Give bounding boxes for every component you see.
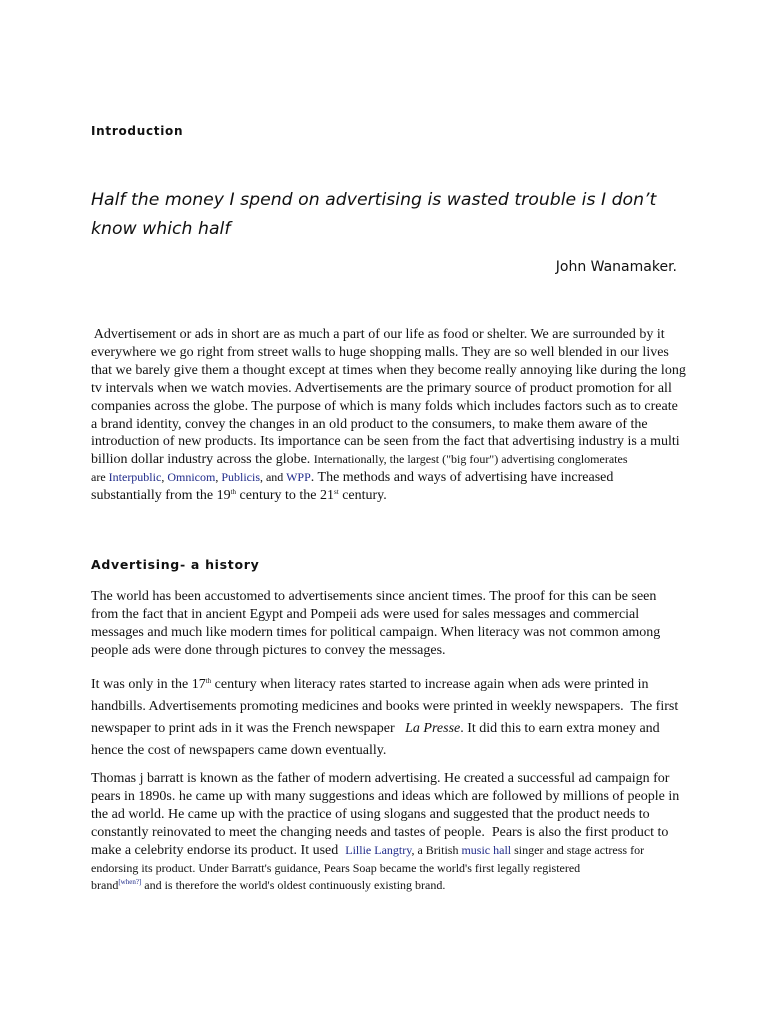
text-line	[91, 451, 691, 469]
text-line: pears in 1890s. he came up with many suggestions and ideas which are followed by millions of people in	[91, 788, 680, 804]
text-line: companies across the globe. The purpose of which is many folds which includes factors such as to create	[91, 398, 678, 414]
text-run: singer and stage actress for	[511, 842, 645, 857]
text-line: introduction of new products. Its importance can be seen from the fact that advertising industry is a multi	[91, 434, 680, 450]
history-paragraph-3	[91, 770, 691, 895]
text-line	[91, 718, 691, 740]
text-run: Internationally, the largest ("big four") advertising conglomerates	[313, 452, 628, 467]
text-line: endorsing its product. Under Barratt's guidance, Pears Soap became the world's first legally registered	[91, 860, 581, 875]
text-line	[91, 674, 691, 696]
text-line: tv intervals when we watch movies. Advertisements are the primary source of product promotion for all	[91, 380, 672, 396]
text-line: handbills. Advertisements promoting medicines and books were printed in weekly newspapers. The first	[91, 699, 679, 714]
link-wpp[interactable]: WPP	[286, 470, 311, 485]
epigraph-quote	[91, 186, 691, 244]
text-run: , a British	[411, 842, 462, 857]
text-line: the ad world. He came up with the practice of using slogans and suggested that the product needs to	[91, 806, 650, 822]
citation-needed-link[interactable]: [when?]	[118, 878, 142, 887]
text-run: century.	[338, 488, 387, 504]
text-line	[91, 842, 691, 860]
link-publicis[interactable]: Publicis	[221, 470, 260, 485]
text-run: . The methods and ways of advertising have increased	[310, 470, 614, 486]
history-paragraph-1	[91, 588, 691, 660]
history-paragraph-2	[91, 674, 691, 762]
link-lillie-langtry[interactable]: Lillie Langtry	[345, 842, 412, 857]
introduction-heading: Introduction	[91, 124, 184, 138]
text-line: everywhere we go right from street walls to huge shopping malls. They are so well blended in our lives	[91, 344, 669, 360]
text-run: ,	[215, 470, 222, 485]
text-run: and is therefore the world's oldest continuously existing brand.	[141, 878, 446, 893]
text-line: Thomas j barratt is known as the father of modern advertising. He created a successful ad campaign for	[91, 771, 670, 786]
history-heading: Advertising- a history	[91, 557, 260, 572]
newspaper-title: La Presse	[405, 721, 461, 736]
text-run: are	[91, 470, 109, 485]
text-run: ,	[161, 470, 168, 485]
text-line: messages and much like modern times for political campaign. When literacy was not common among	[91, 624, 661, 640]
text-run: brand	[91, 878, 119, 893]
text-line: The world has been accustomed to advertisements since ancient times. The proof for this can be seen	[91, 589, 657, 604]
text-line	[91, 877, 691, 895]
superscript: th	[205, 677, 212, 685]
text-run: century when literacy rates started to increase again when ads were printed in	[211, 677, 649, 692]
text-line: Advertisement or ads in short are as much a part of our life as food or shelter. We are surrounded by it	[91, 327, 665, 342]
text-line	[91, 487, 691, 505]
text-line: hence the cost of newspapers came down eventually.	[91, 743, 387, 758]
text-run: substantially from the 19	[91, 488, 231, 504]
text-line	[91, 469, 691, 487]
text-run: It was only in the 17	[91, 677, 206, 692]
text-line: a brand identity, convey the changes in an old product to the consumers, to make them aware of the	[91, 416, 648, 432]
text-run: billion dollar industry across the globe.	[91, 452, 314, 468]
text-run: century to the 21	[236, 488, 335, 504]
text-line: from the fact that in ancient Egypt and Pompeii ads were used for sales messages and commercial	[91, 606, 640, 622]
link-interpublic[interactable]: Interpublic	[108, 470, 162, 485]
link-omnicom[interactable]: Omnicom	[167, 470, 216, 485]
text-run: . It did this to earn extra money and	[460, 721, 660, 736]
superscript: st	[334, 488, 339, 497]
text-run: make a celebrity endorse its product. It used	[91, 842, 346, 858]
superscript: th	[230, 488, 237, 497]
text-line: constantly reinovated to meet the changing needs and tastes of people. Pears is also the first product to	[91, 824, 669, 840]
link-music-hall[interactable]: music hall	[461, 842, 512, 857]
intro-paragraph	[91, 326, 691, 505]
text-run: , and	[259, 470, 287, 485]
text-run: newspaper to print ads in it was the French newspaper	[91, 721, 406, 736]
text-line: that we barely give them a thought except at times when they become really annoying like during the long	[91, 362, 686, 378]
text-line: people ads were done through pictures to convey the messages.	[91, 642, 446, 658]
quote-line: know which half	[91, 219, 231, 239]
quote-line: Half the money I spend on advertising is wasted trouble is I don’t	[91, 190, 657, 210]
quote-author: John Wanamaker.	[555, 259, 677, 275]
